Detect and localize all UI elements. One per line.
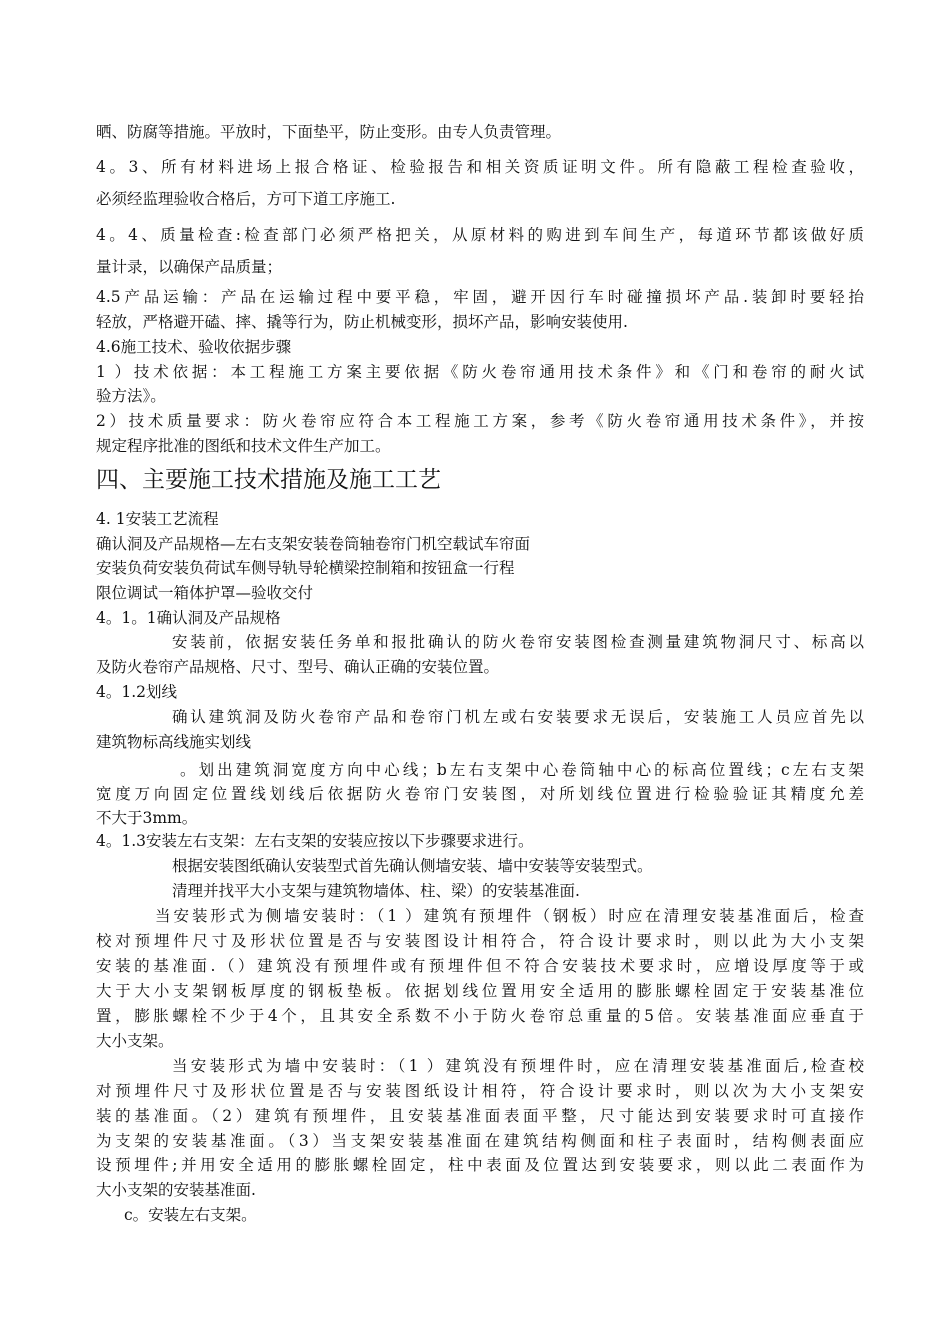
text-line: 限位调试一箱体护罩—验收交付	[96, 584, 314, 602]
text-line: 建筑物标高线施实划线	[96, 733, 252, 751]
text-line: 确认建筑洞及防火卷帘产品和卷帘门机左或右安装要求无误后，安装施工人员应首先以	[172, 708, 864, 726]
text-line: 置，膨胀螺栓不少于4个，且其安全系数不小于防火卷帘总重量的5倍。安装基准面应垂直于	[96, 1007, 864, 1025]
text-line: 2）技术质量要求：防火卷帘应符合本工程施工方案，参考《防火卷帘通用技术条件》，并按	[96, 412, 864, 430]
text-line: 量计录，以确保产品质量；	[96, 258, 283, 276]
text-line: 当安装形式为侧墙安装时：（1 ）建筑有预埋件（钢板）时应在清理安装基准面后，检查	[155, 907, 864, 925]
text-line: 及防火卷帘产品规格、尺寸、型号、确认正确的安装位置。	[96, 658, 500, 676]
text-line: 必须经监理验收合格后，方可下道工序施工.	[96, 190, 396, 208]
text-line: 。划出建筑洞宽度方向中心线；b左右支架中心卷筒轴中心的标高位置线；c左右支架	[180, 761, 864, 779]
text-line: 4.6施工技术、验收依据步骤	[96, 338, 292, 356]
text-line: 4。1。1确认洞及产品规格	[96, 609, 281, 627]
text-line: 4. 1安装工艺流程	[96, 510, 219, 528]
text-line: c。安装左右支架。	[124, 1206, 257, 1224]
text-line: 安装负荷安装负荷试车侧导轨导轮横梁控制箱和按钮盒一行程	[96, 559, 515, 577]
text-line: 安装的基准面.（）建筑没有预埋件或有预埋件但不符合安装技术要求时，应增设厚度等于或	[96, 957, 864, 975]
section-heading: 四、主要施工技术措施及施工工艺	[96, 467, 441, 493]
text-line: 大于大小支架钢板厚度的钢板垫板。依据划线位置用安全适用的膨胀螺栓固定于安装基准位	[96, 982, 864, 1000]
text-line: 1 ）技术依据：本工程施工方案主要依据《防火卷帘通用技术条件》和《门和卷帘的耐火试	[96, 363, 864, 381]
text-line: 验方法》。	[96, 387, 166, 405]
text-line: 宽度万向固定位置线划线后依据防火卷帘门安装图，对所划线位置进行检验验证其精度允差	[96, 785, 864, 803]
text-line: 4.5产品运输：产品在运输过程中要平稳，牢固，避开因行车时碰撞损坏产品.装卸时要轻抬	[96, 288, 864, 306]
text-line: 规定程序批准的图纸和技术文件生产加工。	[96, 437, 391, 455]
text-line: 4。3、所有材料进场上报合格证、检验报告和相关资质证明文件。所有隐蔽工程检查验收，	[96, 158, 864, 176]
text-line: 设预埋件;并用安全适用的膨胀螺栓固定，柱中表面及位置达到安装要求，则以此二表面作为	[96, 1156, 864, 1174]
text-line: 校对预埋件尺寸及形状位置是否与安装图设计相符合，符合设计要求时，则以此为大小支架	[96, 932, 864, 950]
text-line: 装的基准面。（2）建筑有预埋件，且安装基准面表面平整，尺寸能达到安装要求时可直接作	[96, 1107, 864, 1125]
text-line: 为支架的安装基准面。（3）当支架安装基准面在建筑结构侧面和柱子表面时，结构侧表面应	[96, 1132, 864, 1150]
text-line: 4。1.2划线	[96, 683, 178, 701]
text-line: 4。4、质量检查:检查部门必须严格把关，从原材料的购进到车间生产，每道环节都该做好质	[96, 226, 864, 244]
text-line: 不大于3mm。	[96, 809, 198, 827]
text-line: 4。1.3安装左右支架：左右支架的安装应按以下步骤要求进行。	[96, 832, 534, 850]
text-line: 安装前，依据安装任务单和报批确认的防火卷帘安装图检查测量建筑物洞尺寸、标高以	[172, 633, 864, 651]
text-line: 大小支架。	[96, 1032, 174, 1050]
text-line: 根据安装图纸确认安装型式首先确认侧墙安装、墙中安装等安装型式。	[172, 857, 653, 875]
text-line: 对预埋件尺寸及形状位置是否与安装图纸设计相符，符合设计要求时，则以次为大小支架安	[96, 1082, 864, 1100]
text-line: 清理并找平大小支架与建筑物墙体、柱、梁）的安装基准面.	[172, 882, 580, 900]
text-line: 轻放，严格避开磕、摔、撬等行为，防止机械变形，损坏产品，影响安装使用.	[96, 313, 628, 331]
text-line: 大小支架的安装基准面.	[96, 1181, 256, 1199]
text-line: 晒、防腐等措施。平放时，下面垫平，防止变形。由专人负责管理。	[96, 123, 562, 141]
text-line: 当安装形式为墙中安装时：（1 ）建筑没有预埋件时，应在清理安装基准面后,检查校	[172, 1057, 864, 1075]
text-line: 确认洞及产品规格—左右支架安装卷筒轴卷帘门机空载试车帘面	[96, 535, 531, 553]
